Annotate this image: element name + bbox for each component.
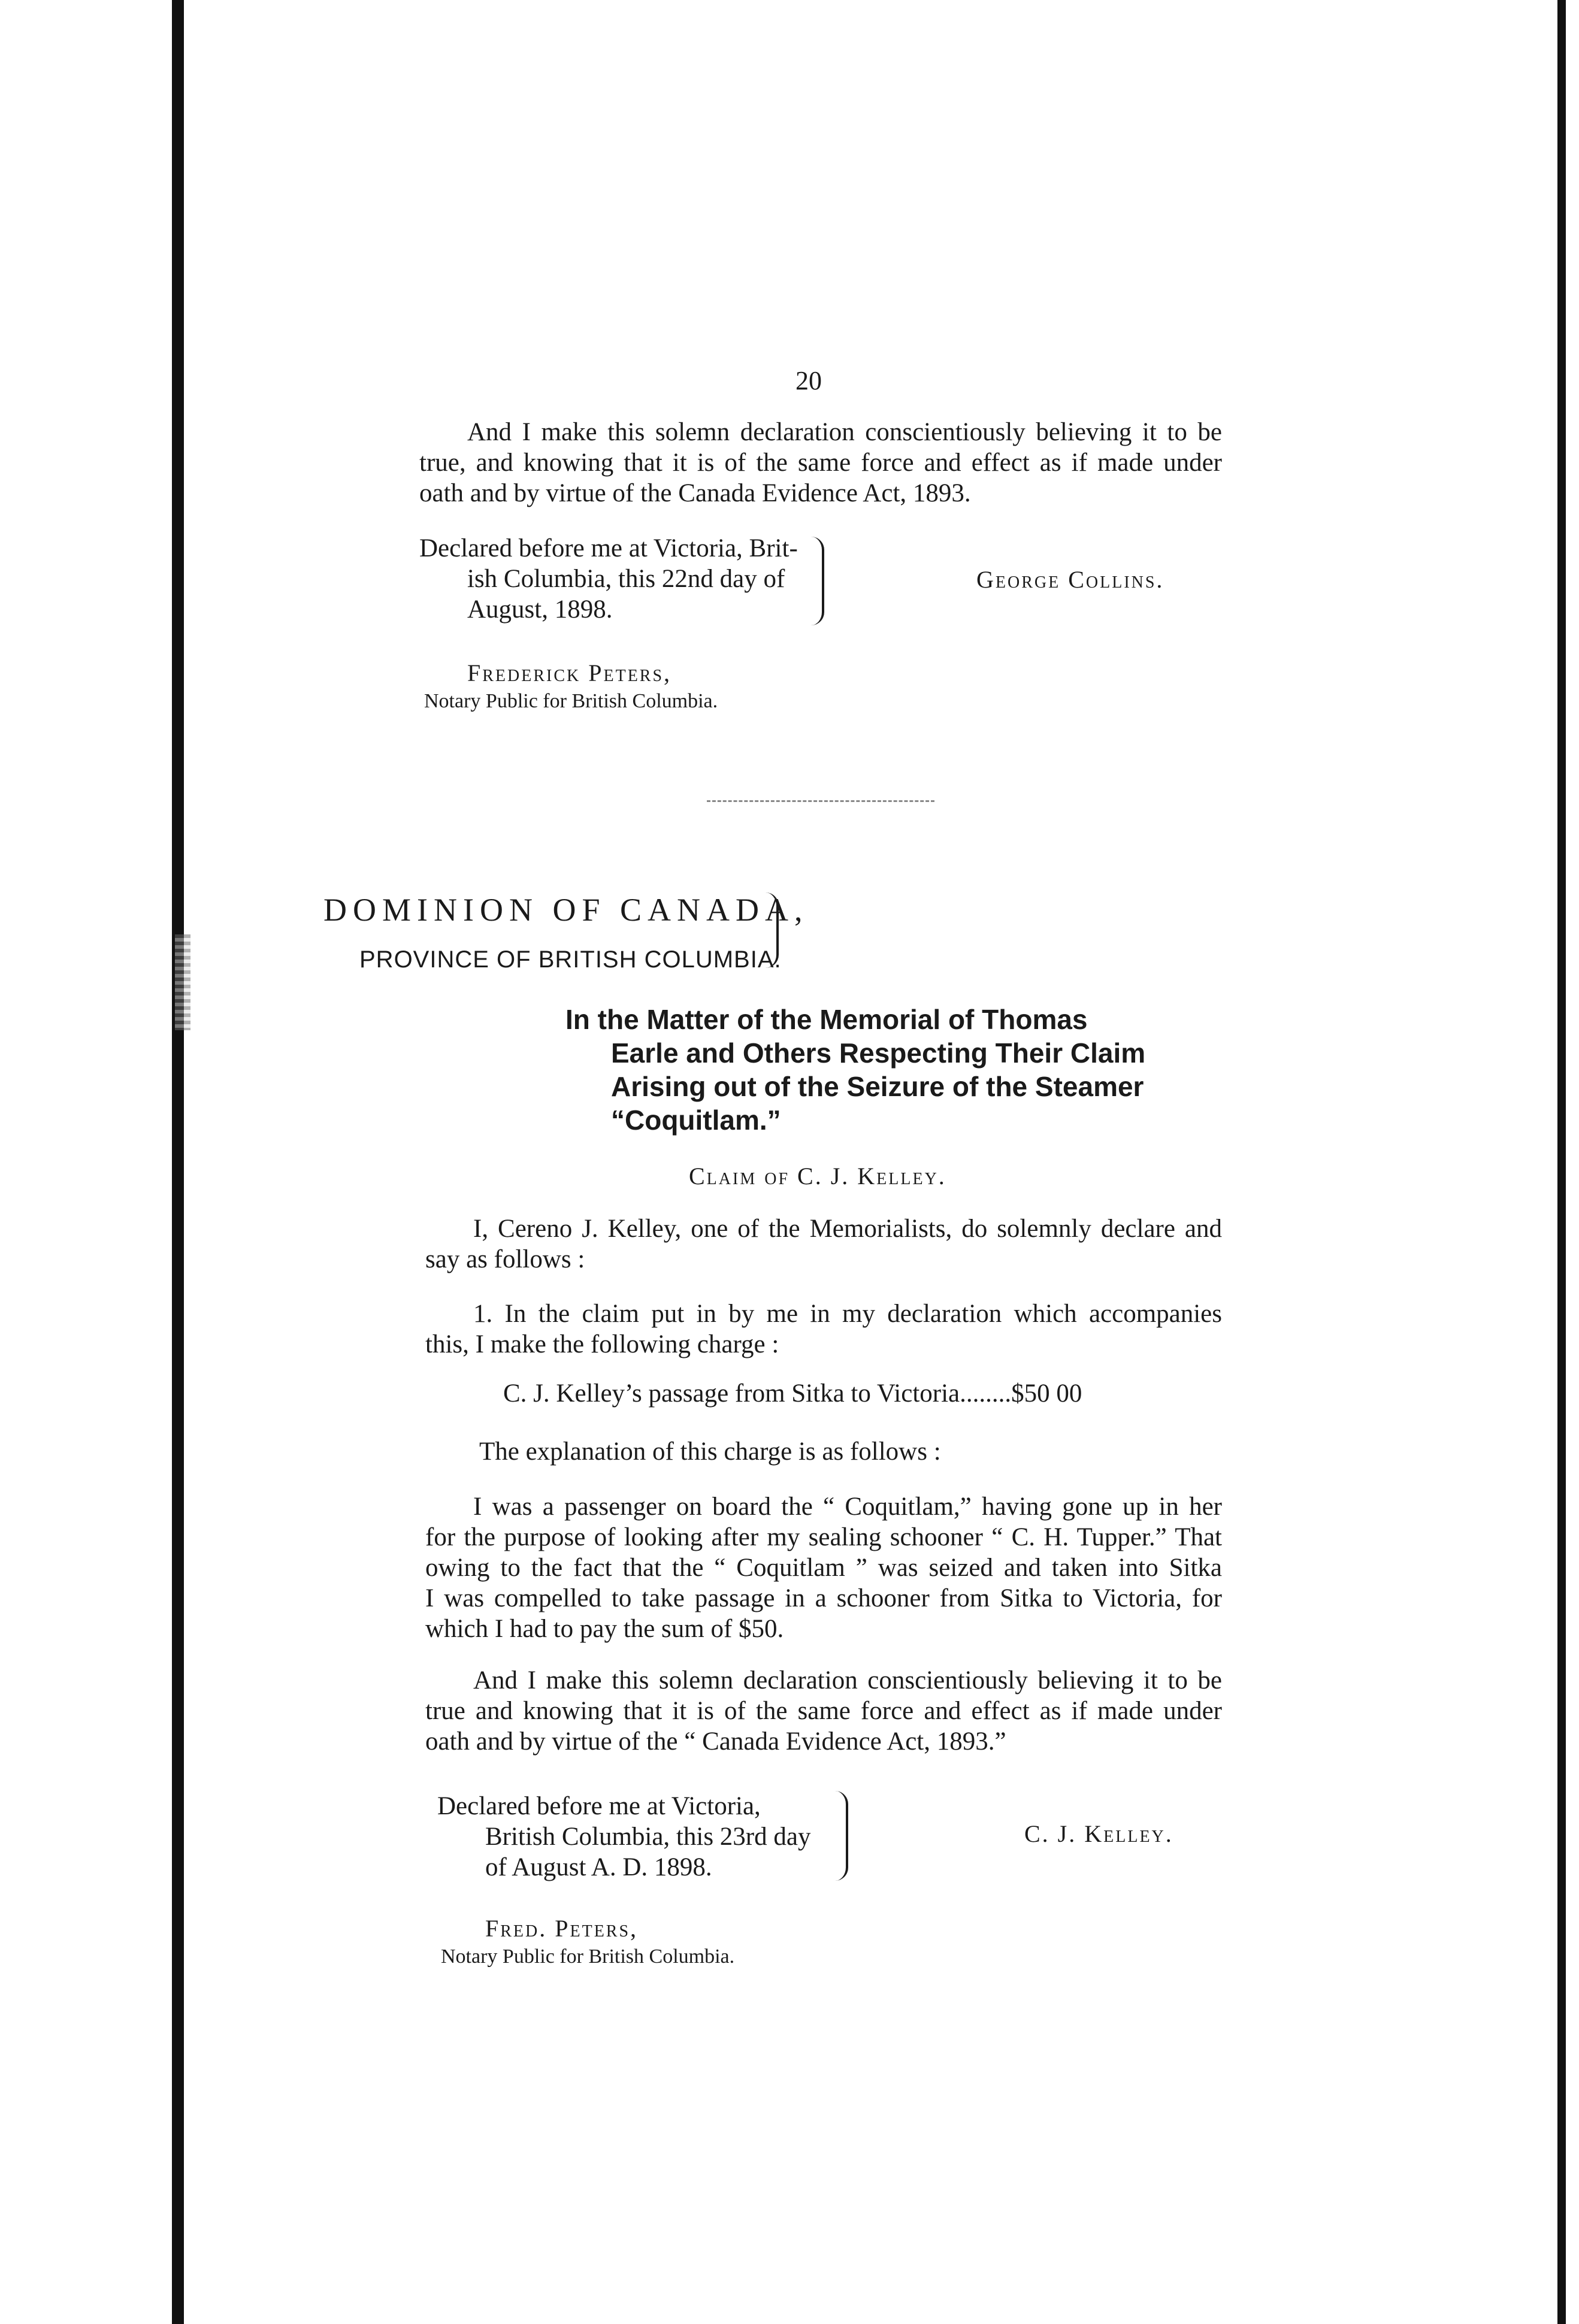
kelley-closing-paragraph [425, 1665, 1222, 1757]
explanation-intro-line: The explanation of this charge is as follows : [479, 1438, 941, 1466]
collins-notary-name: Frederick Peters, [467, 659, 672, 686]
explanation-line-5: which I had to pay the sum of $50. [425, 1615, 784, 1643]
collins-closing-line-3: oath and by virtue of the Canada Evidence Act, 1893. [419, 479, 971, 507]
kelley-closing-line-2: true and knowing that it is of the same force and effect as if made under [425, 1697, 1222, 1725]
memorial-title-line-3: Arising out of the Seizure of the Steamer [611, 1071, 1144, 1102]
kelley-item-1 [425, 1299, 1222, 1360]
collins-declared-block [419, 533, 798, 625]
collins-declared-line-3: August, 1898. [467, 595, 613, 624]
page-number: 20 [795, 366, 822, 395]
memorial-title [565, 1003, 1224, 1137]
memorial-title-line-2: Earle and Others Respecting Their Claim [611, 1037, 1146, 1069]
collins-declared-line-1: Declared before me at Victoria, Brit- [419, 534, 798, 562]
charge-line: C. J. Kelley’s passage from Sitka to Victoria........$50 00 [503, 1379, 1082, 1408]
claim-title: Claim of C. J. Kelley. [689, 1163, 946, 1190]
explanation-paragraph [425, 1491, 1222, 1644]
memorial-title-line-4: “Coquitlam.” [611, 1104, 781, 1136]
kelley-intro-paragraph [425, 1214, 1222, 1275]
kelley-declared-line-3: of August A. D. 1898. [485, 1853, 712, 1881]
collins-brace [807, 537, 824, 625]
dominion-heading: DOMINION OF CANADA, [323, 892, 809, 928]
collins-signature: George Collins. [976, 566, 1164, 593]
kelley-declared-line-1: Declared before me at Victoria, [437, 1792, 761, 1820]
explanation-line-4: I was compelled to take passage in a schooner from Sitka to Victoria, for [425, 1584, 1222, 1612]
scan-edge-left [172, 0, 184, 2324]
dominion-brace [764, 892, 779, 968]
kelley-notary-name: Fred. Peters, [485, 1915, 639, 1942]
kelley-notary-title: Notary Public for British Columbia. [441, 1945, 735, 1968]
kelley-item-1-line-2: this, I make the following charge : [425, 1330, 779, 1358]
explanation-line-1: I was a passenger on board the “ Coquitlam,” having gone up in her [473, 1493, 1222, 1521]
collins-closing-paragraph [419, 417, 1222, 509]
kelley-item-1-line-1: 1. In the claim put in by me in my declaration which accompanies [473, 1300, 1222, 1328]
kelley-declared-line-2: British Columbia, this 23rd day [485, 1823, 811, 1851]
collins-declared-line-2: ish Columbia, this 22nd day of [467, 565, 785, 593]
collins-closing-line-2: true, and knowing that it is of the same force and effect as if made under [419, 449, 1222, 477]
collins-notary-title: Notary Public for British Columbia. [424, 690, 718, 712]
province-heading: PROVINCE OF BRITISH COLUMBIA. [359, 946, 782, 973]
kelley-intro-line-1: I, Cereno J. Kelley, one of the Memorialists, do solemnly declare and [473, 1215, 1222, 1243]
collins-closing-line-1: And I make this solemn declaration conscientiously believing it to be [467, 418, 1222, 446]
kelley-closing-line-3: oath and by virtue of the “ Canada Evidence Act, 1893.” [425, 1727, 1006, 1756]
kelley-declared-block [437, 1791, 810, 1883]
explanation-line-3: owing to the fact that the “ Coquitlam ” was seized and taken into Sitka [425, 1554, 1222, 1582]
kelley-brace [831, 1791, 848, 1881]
kelley-signature: C. J. Kelley. [1024, 1820, 1173, 1847]
memorial-title-line-1: In the Matter of the Memorial of Thomas [565, 1004, 1088, 1035]
kelley-closing-line-1: And I make this solemn declaration conscientiously believing it to be [473, 1666, 1222, 1694]
explanation-intro [479, 1436, 1198, 1467]
section-divider [707, 800, 934, 802]
explanation-line-2: for the purpose of looking after my sealing schooner “ C. H. Tupper.” That [425, 1523, 1222, 1551]
scan-smudge [175, 934, 190, 1030]
kelley-intro-line-2: say as follows : [425, 1245, 585, 1273]
scan-edge-right [1557, 0, 1566, 2324]
